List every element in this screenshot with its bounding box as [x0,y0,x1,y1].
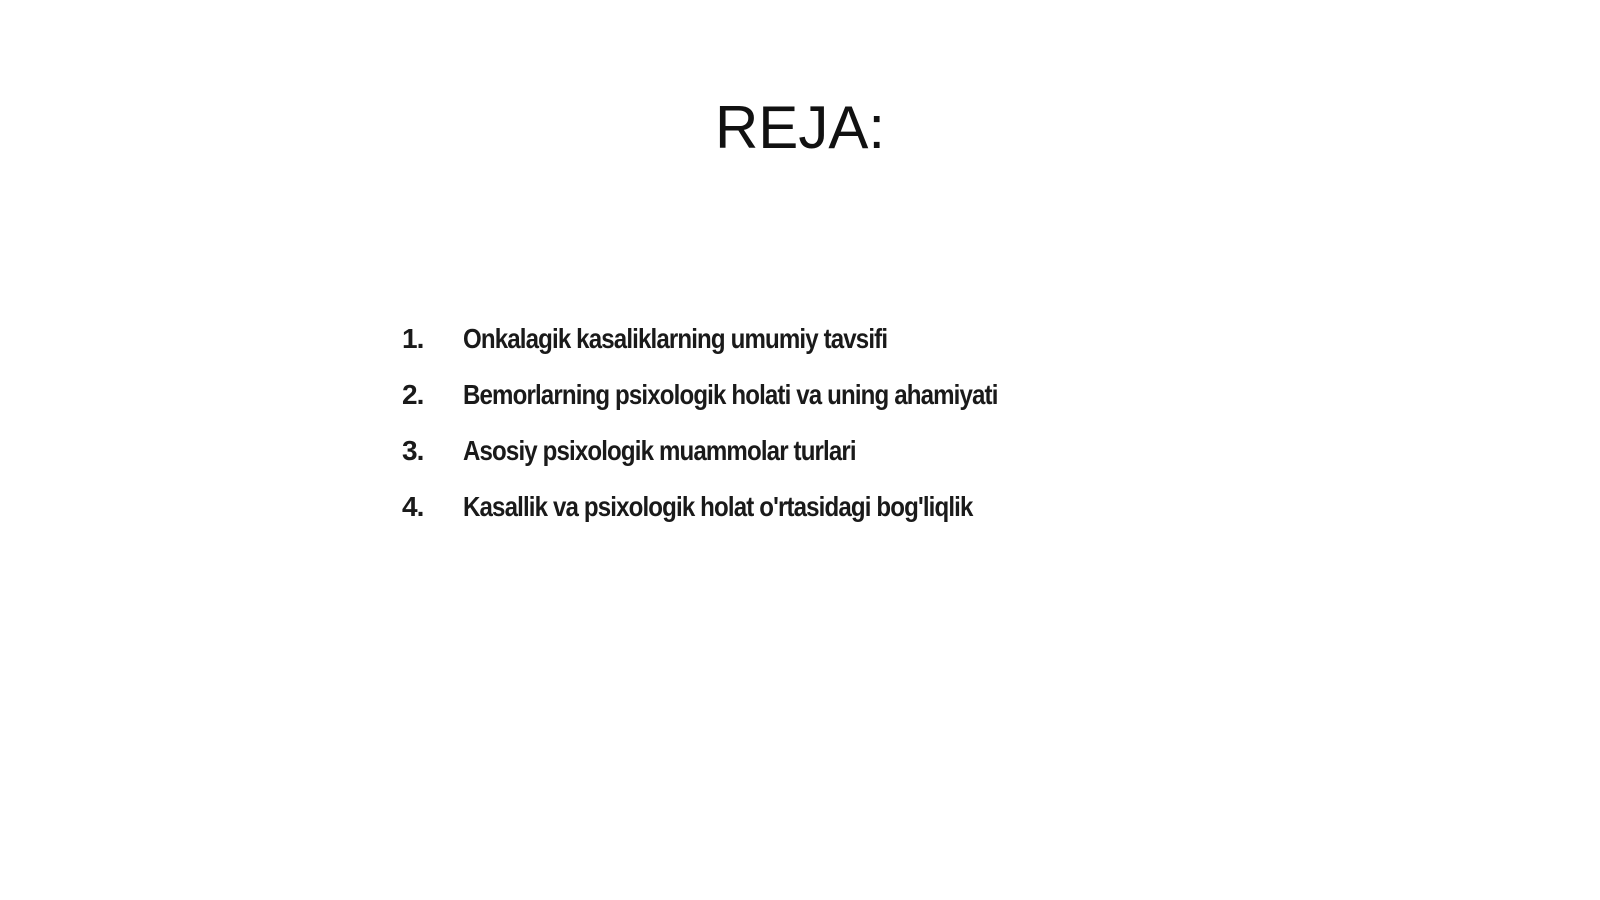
list-item-number: 2. [402,379,424,410]
list-item-number: 1. [402,323,424,354]
list-item-text: Kasallik va psixologik holat o'rtasidagi bog'liqlik [463,491,973,522]
list-item [402,435,1085,491]
list-item-text: Onkalagik kasaliklarning umumiy tavsifi [463,323,888,354]
plan-list [402,323,1085,547]
list-item [402,323,1085,379]
list-item [402,379,1085,435]
list-item-text: Bemorlarning psixologik holati va uning ahamiyati [463,379,998,410]
list-item-number: 4. [402,491,424,522]
list-item-text: Asosiy psixologik muammolar turlari [463,435,856,466]
list-item-number: 3. [402,435,424,466]
slide-title: REJA: [714,94,886,161]
list-item [402,491,1085,547]
